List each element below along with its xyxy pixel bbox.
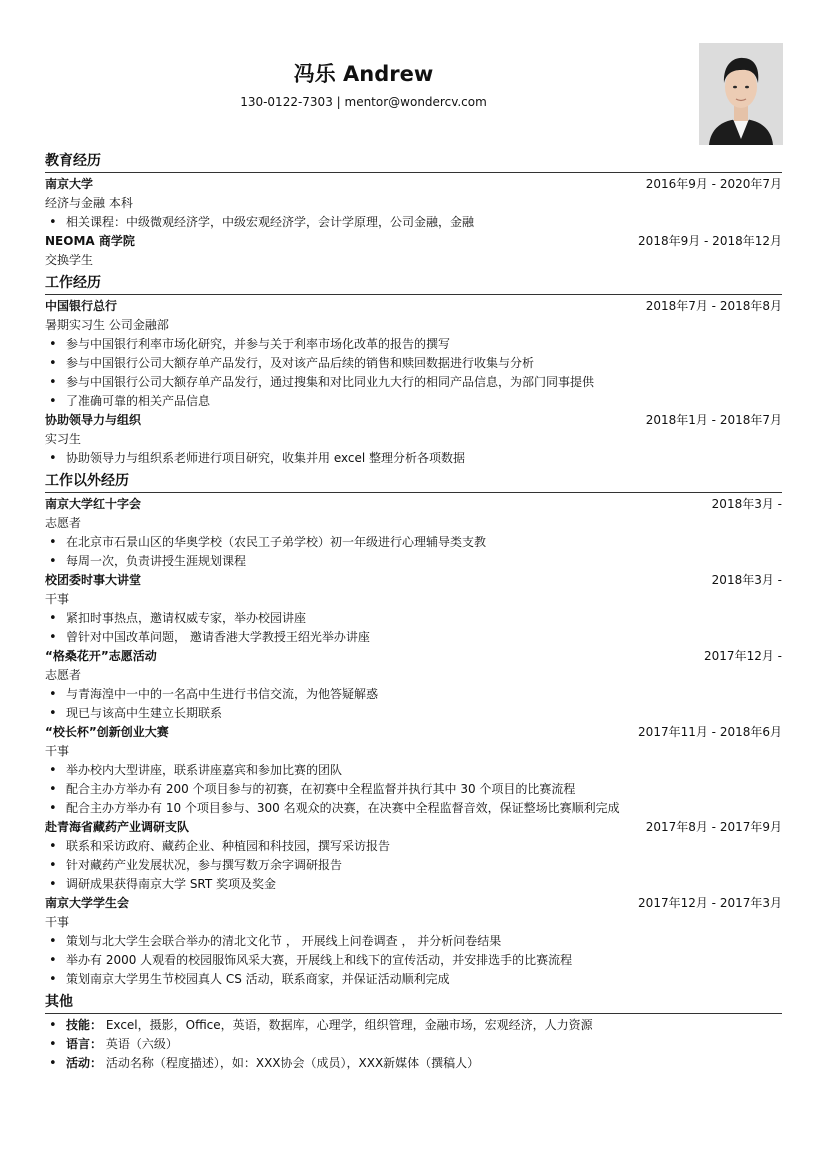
entry-date: 2017年12月 -	[704, 649, 782, 663]
entry-date: 2018年9月 - 2018年12月	[638, 234, 782, 248]
entry-org: 中国银行总行	[45, 299, 118, 313]
bullet-item: • 联系和采访政府、藏药企业、种植园和科技园，撰写采访报告	[65, 837, 782, 856]
profile-photo	[699, 43, 783, 145]
entry-date: 2017年12月 - 2017年3月	[638, 896, 782, 910]
item-value: 英语（六级）	[105, 1037, 178, 1051]
education-section	[45, 152, 782, 270]
extracurricular-section	[45, 472, 782, 989]
entry-role: 干事	[45, 744, 70, 758]
item-label: 语言：	[66, 1037, 103, 1051]
bullet-item: • 举办校内大型讲座，联系讲座嘉宾和参加比赛的团队	[65, 761, 782, 780]
entry-date: 2016年9月 - 2020年7月	[645, 177, 782, 191]
languages-item	[65, 1035, 782, 1054]
bullet-item: • 每周一次，负责讲授生涯规划课程	[65, 552, 782, 571]
entry-org: 校团委时事大讲堂	[45, 573, 142, 587]
entry-role: 干事	[45, 592, 70, 606]
bullet-item: • 参与中国银行利率市场化研究，并参与关于利率市场化改革的报告的撰写	[65, 335, 782, 354]
item-value: Excel，摄影，Office，英语，数据库，心理学，组织管理，金融市场，宏观经济，人力资源	[105, 1018, 593, 1032]
resume-page	[45, 0, 782, 1073]
entry-role: 志愿者	[45, 516, 82, 530]
activity-entry	[45, 495, 782, 571]
section-title: 工作经历	[45, 274, 782, 295]
entry-role: 实习生	[45, 432, 82, 446]
portrait-image	[699, 43, 783, 145]
section-title: 工作以外经历	[45, 472, 782, 493]
work-entry	[45, 411, 782, 468]
education-entry	[45, 232, 782, 270]
bullet-item: • 与青海湟中一中的一名高中生进行书信交流，为他答疑解惑	[65, 685, 782, 704]
activity-entry	[45, 894, 782, 989]
bullet-item: • 策划南京大学男生节校园真人 CS 活动，联系商家，并保证活动顺利完成	[65, 970, 782, 989]
resume-header	[45, 0, 782, 152]
bullet-item: • 曾针对中国改革问题， 邀请香港大学教授王绍光举办讲座	[65, 628, 782, 647]
bullet-item: • 相关课程：中级微观经济学，中级宏观经济学，会计学原理，公司金融，金融	[65, 213, 782, 232]
entry-org: 赴青海省藏药产业调研支队	[45, 820, 190, 834]
bullet-item: • 策划与北大学生会联合举办的清北文化节 ， 开展线上问卷调查 ， 并分析问卷结果	[65, 932, 782, 951]
entry-org: 南京大学	[45, 177, 94, 191]
bullet-item: • 配合主办方举办有 10 个项目参与、300 名观众的决赛，在决赛中全程监督音效，保证整场比赛顺利完成	[65, 799, 782, 818]
activity-entry	[45, 818, 782, 894]
activity-entry	[45, 723, 782, 818]
entry-org: 南京大学红十字会	[45, 497, 142, 511]
work-section	[45, 274, 782, 468]
bullet-item: • 参与中国银行公司大额存单产品发行，及对该产品后续的销售和赎回数据进行收集与分析	[65, 354, 782, 373]
bullet-item: • 现已与该高中生建立长期联系	[65, 704, 782, 723]
bullet-item: • 协助领导力与组织系老师进行项目研究，收集并用 excel 整理分析各项数据	[65, 449, 782, 468]
entry-org: “格桑花开”志愿活动	[45, 649, 157, 663]
bullet-item: • 举办有 2000 人观看的校园服饰风采大赛，开展线上和线下的宣传活动，并安排选手的比赛流程	[65, 951, 782, 970]
entry-org: NEOMA 商学院	[45, 234, 135, 248]
item-label: 技能：	[66, 1018, 103, 1032]
activity-entry	[45, 647, 782, 723]
item-label: 活动：	[66, 1056, 103, 1070]
bullet-item: • 配合主办方举办有 200 个项目参与的初赛，在初赛中全程监督并执行其中 30 个项目的比赛流程	[65, 780, 782, 799]
activities-item	[65, 1054, 782, 1073]
bullet-item: • 了准确可靠的相关产品信息	[65, 392, 782, 411]
other-section	[45, 993, 782, 1073]
entry-date: 2018年7月 - 2018年8月	[645, 299, 782, 313]
section-title: 其他	[45, 993, 782, 1014]
bullet-item: • 针对藏药产业发展状况，参与撰写数万余字调研报告	[65, 856, 782, 875]
entry-role: 干事	[45, 915, 70, 929]
bullet-item: • 在北京市石景山区的华奥学校（农民工子弟学校）初一年级进行心理辅导类支教	[65, 533, 782, 552]
entry-org: 南京大学学生会	[45, 896, 130, 910]
entry-date: 2018年1月 - 2018年7月	[645, 413, 782, 427]
entry-org: 协助领导力与组织	[45, 413, 142, 427]
bullet-item: • 紧扣时事热点，邀请权威专家，举办校园讲座	[65, 609, 782, 628]
skills-item	[65, 1016, 782, 1035]
bullet-item: • 调研成果获得南京大学 SRT 奖项及奖金	[65, 875, 782, 894]
entry-role: 交换学生	[45, 253, 94, 267]
section-title: 教育经历	[45, 152, 782, 173]
entry-date: 2017年11月 - 2018年6月	[638, 725, 782, 739]
entry-date: 2018年3月 -	[711, 497, 782, 511]
contact-info: 130-0122-7303 | mentor@wondercv.com	[240, 95, 487, 109]
entry-date: 2017年8月 - 2017年9月	[645, 820, 782, 834]
item-value: 活动名称（程度描述），如：XXX协会（成员），XXX新媒体（撰稿人）	[105, 1056, 480, 1070]
candidate-name: 冯乐 Andrew	[293, 62, 434, 86]
work-entry	[45, 297, 782, 411]
entry-org: “校长杯”创新创业大赛	[45, 725, 169, 739]
activity-entry	[45, 571, 782, 647]
entry-date: 2018年3月 -	[711, 573, 782, 587]
entry-role: 暑期实习生 公司金融部	[45, 318, 169, 332]
education-entry	[45, 175, 782, 232]
entry-role: 志愿者	[45, 668, 82, 682]
entry-role: 经济与金融 本科	[45, 196, 133, 210]
bullet-item: • 参与中国银行公司大额存单产品发行，通过搜集和对比同业九大行的相同产品信息，为部门同事提供	[65, 373, 782, 392]
